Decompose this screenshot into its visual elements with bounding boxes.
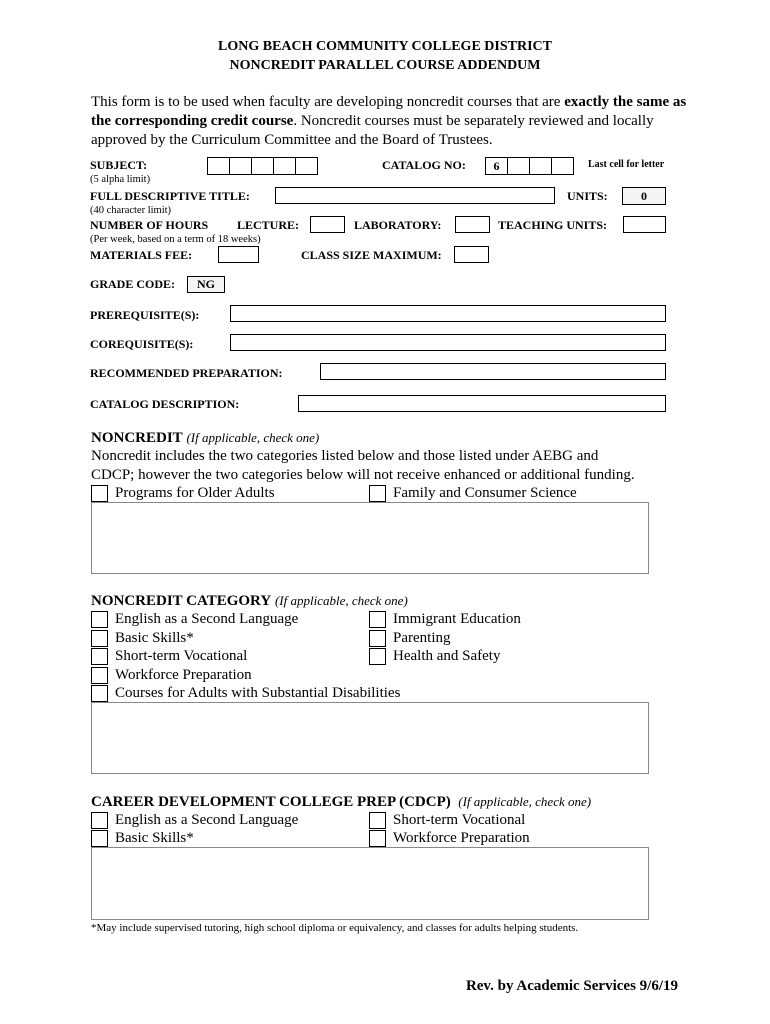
intro-paragraph: [91, 93, 691, 150]
class-size-label: CLASS SIZE MAXIMUM:: [301, 248, 442, 262]
lab-label: LABORATORY:: [354, 218, 442, 232]
revision-note: Rev. by Academic Services 9/6/19: [465, 978, 678, 994]
checkbox-cat-short-term[interactable]: [91, 648, 108, 665]
checkbox-family-consumer[interactable]: [369, 485, 386, 502]
option-cdcp-short-term: Short-term Vocational: [393, 812, 526, 828]
cdcp-title: CAREER DEVELOPMENT COLLEGE PREP (CDCP): [91, 794, 451, 810]
option-family-consumer: Family and Consumer Science: [393, 485, 577, 501]
catalog-cell-2[interactable]: [507, 157, 530, 175]
catalog-desc-label: CATALOG DESCRIPTION:: [90, 397, 240, 411]
catalog-desc-field[interactable]: [298, 395, 666, 412]
checkbox-cat-parenting[interactable]: [369, 630, 386, 647]
category-heading: [91, 593, 408, 610]
intro-text-1: This form is to be used when faculty are developing noncredit courses that are: [91, 94, 565, 110]
class-size-field[interactable]: [454, 246, 489, 263]
lecture-field[interactable]: [310, 216, 345, 233]
catalog-cell-1[interactable]: 6: [485, 157, 508, 175]
subject-cell-2[interactable]: [229, 157, 252, 175]
option-cat-esl: English as a Second Language: [115, 611, 299, 627]
rec-prep-label: RECOMMENDED PREPARATION:: [90, 366, 283, 380]
noncredit-note: (If applicable, check one): [186, 430, 320, 445]
catalog-cell-3[interactable]: [529, 157, 552, 175]
lab-field[interactable]: [455, 216, 490, 233]
checkbox-cat-disabilities[interactable]: [91, 685, 108, 702]
units-field[interactable]: 0: [622, 187, 666, 205]
checkbox-cat-workforce[interactable]: [91, 667, 108, 684]
catalog-no-label: CATALOG NO:: [382, 158, 466, 172]
option-cat-short-term: Short-term Vocational: [115, 648, 248, 664]
cdcp-text-area[interactable]: [91, 847, 649, 920]
noncredit-title: NONCREDIT: [91, 430, 183, 446]
grade-code-label: GRADE CODE:: [90, 277, 176, 291]
option-cdcp-basic-skills: Basic Skills*: [115, 830, 194, 846]
materials-fee-label: MATERIALS FEE:: [90, 248, 193, 262]
title-field[interactable]: [275, 187, 555, 204]
subject-cell-1[interactable]: [207, 157, 230, 175]
checkbox-cdcp-workforce[interactable]: [369, 830, 386, 847]
prereq-label: PREREQUISITE(S):: [90, 308, 200, 322]
teaching-units-label: TEACHING UNITS:: [498, 218, 608, 232]
checkbox-older-adults[interactable]: [91, 485, 108, 502]
hours-label: NUMBER OF HOURS: [90, 218, 209, 232]
footnote: *May include supervised tutoring, high school diploma or equivalency, and classes for adults helping students.: [91, 922, 579, 934]
subject-cell-3[interactable]: [251, 157, 274, 175]
title-label: FULL DESCRIPTIVE TITLE:: [90, 189, 250, 203]
coreq-label: COREQUISITE(S):: [90, 337, 194, 351]
checkbox-cat-esl[interactable]: [91, 611, 108, 628]
document-title-line1: LONG BEACH COMMUNITY COLLEGE DISTRICT: [218, 39, 552, 54]
option-cat-health: Health and Safety: [393, 648, 501, 664]
subject-note: (5 alpha limit): [90, 174, 151, 185]
catalog-cell-4[interactable]: [551, 157, 574, 175]
subject-cell-4[interactable]: [273, 157, 296, 175]
subject-cell-5[interactable]: [295, 157, 318, 175]
subject-label: SUBJECT:: [90, 158, 148, 172]
grade-code-field[interactable]: NG: [187, 276, 225, 293]
cdcp-note: (If applicable, check one): [458, 794, 592, 809]
intro-text-2: . Noncredit courses must be separately reviewed and locally approved by the Curriculum Committee and the Board of Trustees.: [91, 113, 654, 148]
noncredit-text-2: CDCP; however the two categories below will not receive enhanced or additional funding.: [91, 467, 635, 483]
document-title-line2: NONCREDIT PARALLEL COURSE ADDENDUM: [229, 58, 541, 73]
units-label: UNITS:: [567, 189, 608, 203]
noncredit-text-area[interactable]: [91, 502, 649, 574]
rec-prep-field[interactable]: [320, 363, 666, 380]
checkbox-cdcp-basic-skills[interactable]: [91, 830, 108, 847]
intro-emphasis: exactly the same as the corresponding credit course: [91, 94, 687, 129]
prereq-field[interactable]: [230, 305, 666, 322]
teaching-units-field[interactable]: [623, 216, 666, 233]
checkbox-cdcp-esl[interactable]: [91, 812, 108, 829]
category-title: NONCREDIT CATEGORY: [91, 593, 272, 609]
category-note: (If applicable, check one): [274, 593, 408, 608]
subject-cells[interactable]: [207, 157, 318, 175]
option-cdcp-esl: English as a Second Language: [115, 812, 299, 828]
hours-note: (Per week, based on a term of 18 weeks): [90, 234, 261, 245]
noncredit-text-1: Noncredit includes the two categories listed below and those listed under AEBG and: [91, 448, 599, 464]
title-note: (40 character limit): [90, 205, 172, 216]
category-text-area[interactable]: [91, 702, 649, 774]
checkbox-cat-health[interactable]: [369, 648, 386, 665]
option-cdcp-workforce: Workforce Preparation: [393, 830, 530, 846]
option-cat-immigrant: Immigrant Education: [393, 611, 521, 627]
noncredit-heading: [91, 430, 319, 447]
checkbox-cat-immigrant[interactable]: [369, 611, 386, 628]
checkbox-cdcp-short-term[interactable]: [369, 812, 386, 829]
cdcp-heading: [91, 794, 591, 811]
catalog-no-cells[interactable]: [485, 157, 574, 175]
lecture-label: LECTURE:: [237, 218, 300, 232]
option-cat-workforce: Workforce Preparation: [115, 667, 252, 683]
materials-fee-field[interactable]: [218, 246, 259, 263]
coreq-field[interactable]: [230, 334, 666, 351]
checkbox-cat-basic-skills[interactable]: [91, 630, 108, 647]
option-older-adults: Programs for Older Adults: [115, 485, 275, 501]
option-cat-parenting: Parenting: [393, 630, 451, 646]
catalog-note: Last cell for letter: [588, 159, 665, 170]
option-cat-basic-skills: Basic Skills*: [115, 630, 194, 646]
option-cat-disabilities: Courses for Adults with Substantial Disabilities: [115, 685, 401, 701]
